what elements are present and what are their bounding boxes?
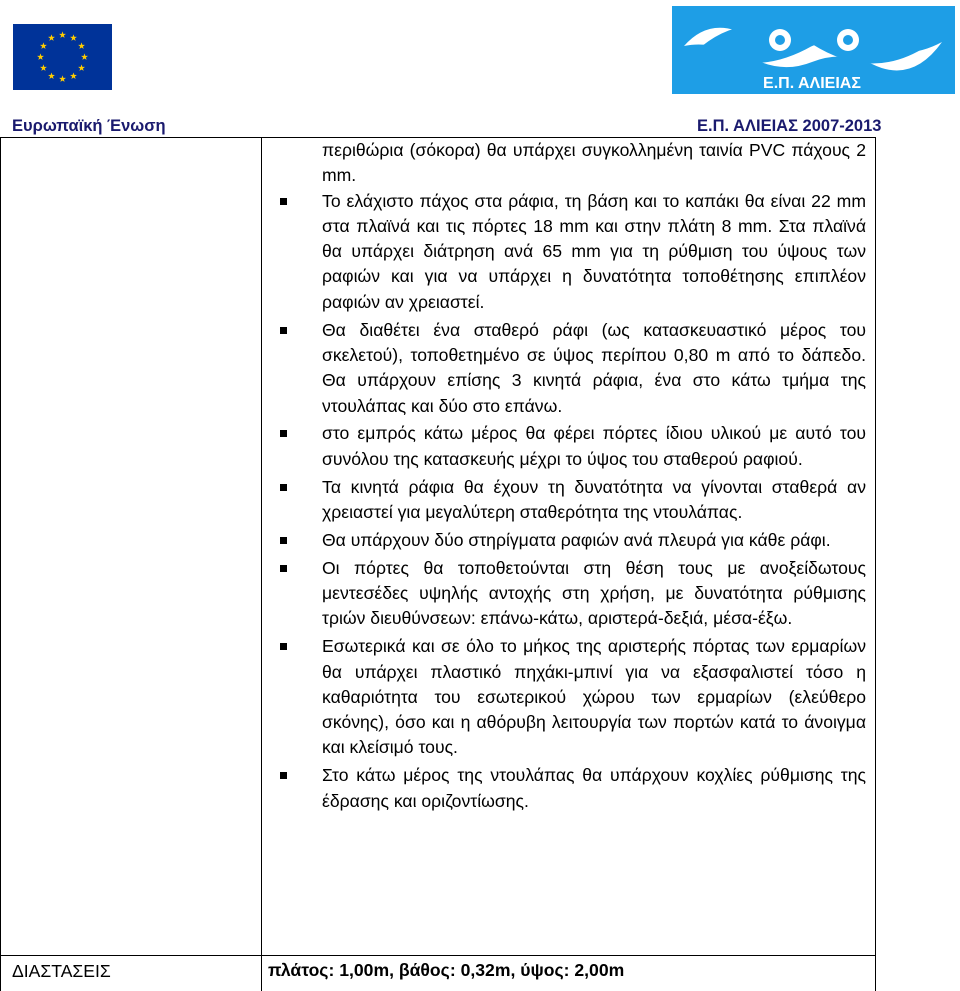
spec-bullet <box>280 318 866 419</box>
dimensions-label: ΔΙΑΣΤΑΣΕΙΣ <box>12 961 111 981</box>
bullet-square-icon <box>280 565 287 572</box>
spec-bullet-text: Θα διαθέτει ένα σταθερό ράφι (ως κατασκευαστικό μέρος του σκελετού), τοποθετημένο σε ύψος περίπου 0,80 m από το δάπεδο. Θα υπάρχουν επίσης 3 κινητά ράφια, ένα στο κάτω τμήμα της ντουλάπας και δύο στο επάνω. <box>322 319 866 416</box>
header-left-text: Ευρωπαϊκή Ένωση <box>12 117 166 135</box>
bullet-square-icon <box>280 643 287 650</box>
dimensions-value: πλάτος: 1,00m, βάθος: 0,32m, ύψος: 2,00m <box>268 960 625 980</box>
ep-alieias-logo <box>672 6 955 94</box>
table-border-left <box>0 137 1 991</box>
bullet-square-icon <box>280 327 287 334</box>
spec-bullet <box>280 556 866 632</box>
spec-bullet-text: Τα κινητά ράφια θα έχουν τη δυνατότητα να γίνονται σταθερά αν χρειαστεί για μεγαλύτερη σταθερότητα της ντουλάπας. <box>322 476 866 522</box>
eu-flag-icon <box>13 24 112 90</box>
spec-bullet <box>280 475 866 526</box>
table-column-divider <box>261 137 262 991</box>
bullet-square-icon <box>280 772 287 779</box>
spec-bullet <box>280 634 866 760</box>
spec-bullet <box>280 763 866 814</box>
bullet-square-icon <box>280 430 287 437</box>
spec-bullet-text: Στο κάτω μέρος της ντουλάπας θα υπάρχουν κοχλίες ρύθμισης της έδρασης και οριζοντίωσης. <box>322 765 866 811</box>
bullet-square-icon <box>280 537 287 544</box>
spec-bullet-text: Εσωτερικά και σε όλο το μήκος της αριστερής πόρτας των ερμαρίων θα υπάρχει πλαστικό πηχάκι-μπινί για να εξασφαλιστεί τόσο η καθαριότητα του εσωτερικού χώρου των ερμαρίων (ελεύθερο σκόνης), όσο και η αθόρυβη λειτουργία των πορτών κατά το άνοιγμα και κλείσιμό τους. <box>322 636 866 758</box>
spec-bullet <box>280 421 866 472</box>
spec-continuation-text: περιθώρια (σόκορα) θα υπάρχει συγκολλημένη ταινία PVC πάχους 2 mm. <box>322 140 866 186</box>
header-right-text: Ε.Π. ΑΛΙΕΙΑΣ 2007-2013 <box>697 117 882 135</box>
spec-bullet <box>280 189 866 315</box>
table-border-right <box>875 137 876 991</box>
table-row-divider <box>0 955 876 956</box>
bullet-square-icon <box>280 484 287 491</box>
bullet-square-icon <box>280 198 287 205</box>
spec-bullet-text: στο εμπρός κάτω μέρος θα φέρει πόρτες ίδιου υλικού με αυτό του συνόλου της κατασκευής μέχρι το ύψος του σταθερού ραφιού. <box>322 423 866 469</box>
spec-bullet <box>280 528 866 553</box>
spec-content <box>280 138 866 816</box>
spec-bullet-text: Το ελάχιστο πάχος στα ράφια, τη βάση και το καπάκι θα είναι 22 mm στα πλαϊνά και τις πόρτες 18 mm και στην πλάτη 8 mm. Στα πλαϊνά θα υπάρχει διάτρηση ανά 65 mm για τη ρύθμιση του ύψους των ραφιών και για να υπάρχει η δυνατότητα τοποθέτησης επιπλέον ραφιών αν χρειαστεί. <box>322 190 866 312</box>
spec-bullet-text: Οι πόρτες θα τοποθετούνται στη θέση τους με ανοξείδωτους μεντεσέδες υψηλής αντοχής στη χρήση, με δυνατότητα ρύθμισης τριών διευθύνσεων: επάνω-κάτω, αριστερά-δεξιά, μέσα-έξω. <box>322 557 866 629</box>
logo-text: Ε.Π. ΑΛΙΕΙΑΣ <box>763 75 861 92</box>
spec-bullet-text: Θα υπάρχουν δύο στηρίγματα ραφιών ανά πλευρά για κάθε ράφι. <box>322 529 831 550</box>
